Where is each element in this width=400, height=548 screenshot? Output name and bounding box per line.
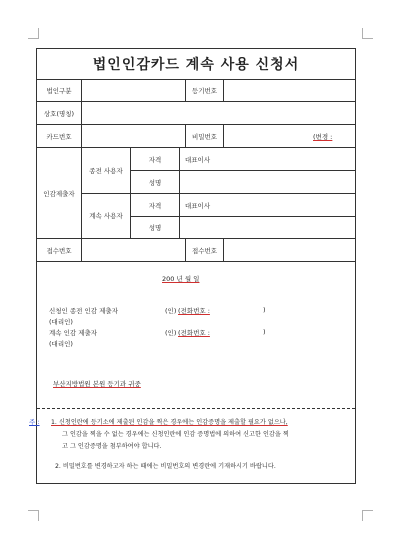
- proxy-label-1: (대리인): [49, 318, 73, 326]
- note-2: 2. 비밀번호를 변경하고자 하는 때에는 비밀번호의 변경란에 기재하시기 바랍니다.: [55, 463, 276, 470]
- row-corp-type: [37, 80, 355, 102]
- field-corp-type[interactable]: [82, 80, 185, 101]
- label-trade-name: 상호(명칭): [43, 109, 75, 118]
- field-cont-name[interactable]: [185, 217, 353, 238]
- crop-mark-top-left: [28, 28, 39, 39]
- field-prev-name[interactable]: [185, 171, 353, 193]
- cont-seal-mark: (인): [165, 329, 177, 337]
- application-form: [29, 48, 356, 484]
- value-prev-qualification[interactable]: 대표이사: [185, 155, 211, 164]
- label-reg-no: 등기번호: [191, 87, 218, 95]
- notes-divider: [37, 408, 355, 409]
- court-addressee: 부산지방법원 본원 등기과 귀중: [53, 380, 141, 388]
- prev-phone-close: ): [263, 306, 266, 314]
- note-1-line-3: 고 그 인감증명을 첨부하여야 합니다.: [62, 443, 162, 450]
- prev-submitter-label: 신청인 종전 인감 제출자: [49, 307, 118, 315]
- label-seal-submitter: 인감제출자: [43, 189, 75, 198]
- cont-submitter-label: 계속 인감 제출자: [49, 329, 98, 337]
- field-receipt-no[interactable]: [82, 239, 185, 261]
- label-prev-name: 성명: [148, 178, 162, 187]
- label-prev-qualification: 자격: [148, 155, 162, 164]
- row-receipt-no: [37, 239, 355, 262]
- prev-seal-mark: (인): [165, 307, 177, 315]
- label-card-no: 카드번호: [46, 132, 72, 141]
- field-card-no[interactable]: [82, 125, 185, 147]
- crop-mark-bottom-right: [362, 510, 373, 521]
- notes-label: 주 :: [29, 418, 40, 426]
- cont-phone-close: ): [263, 328, 266, 336]
- label-password: 비밀번호: [191, 132, 218, 141]
- note-1-line-2: 그 인감을 찍을 수 없는 경우에는 신청인란에 인감 증명법에 의하여 신고한 인감을 찍: [62, 431, 289, 438]
- label-corp-type: 법인구분: [46, 87, 72, 95]
- crop-mark-top-right: [362, 28, 373, 39]
- note-1-line-1: 1. 신청인란에 등기소에 제출된 인감을 찍은 경우에는 인감증명을 제출할 필요가 없으나,: [51, 419, 288, 426]
- label-receipt-no: 접수번호: [46, 246, 72, 255]
- row-trade-name: [37, 102, 355, 125]
- field-receipt-no-2[interactable]: [224, 239, 355, 261]
- password-change-note: (변경 :: [313, 132, 333, 141]
- proxy-label-2: (대리인): [49, 340, 73, 348]
- label-cont-name: 성명: [148, 224, 162, 232]
- field-reg-no[interactable]: [224, 80, 355, 101]
- label-receipt-no-2: 접수번호: [191, 246, 218, 255]
- row-seal-submitter: [37, 148, 355, 239]
- field-trade-name[interactable]: [82, 102, 355, 124]
- label-cont-qualification: 자격: [148, 201, 162, 210]
- prev-phone-label: (전화번호 :: [178, 307, 210, 315]
- field-password[interactable]: [224, 125, 320, 147]
- form-title: 법인인감카드 계속 사용 신청서: [37, 49, 355, 80]
- date-line[interactable]: 200 년 월 일: [162, 275, 200, 283]
- cont-phone-label: (전화번호 :: [178, 329, 210, 337]
- crop-mark-bottom-left: [28, 510, 39, 521]
- label-prev-user: 종전 사용자: [89, 167, 123, 175]
- label-cont-user: 계속 사용자: [89, 212, 123, 220]
- row-card-no: [37, 125, 355, 148]
- value-cont-qualification[interactable]: 대표이사: [185, 201, 211, 210]
